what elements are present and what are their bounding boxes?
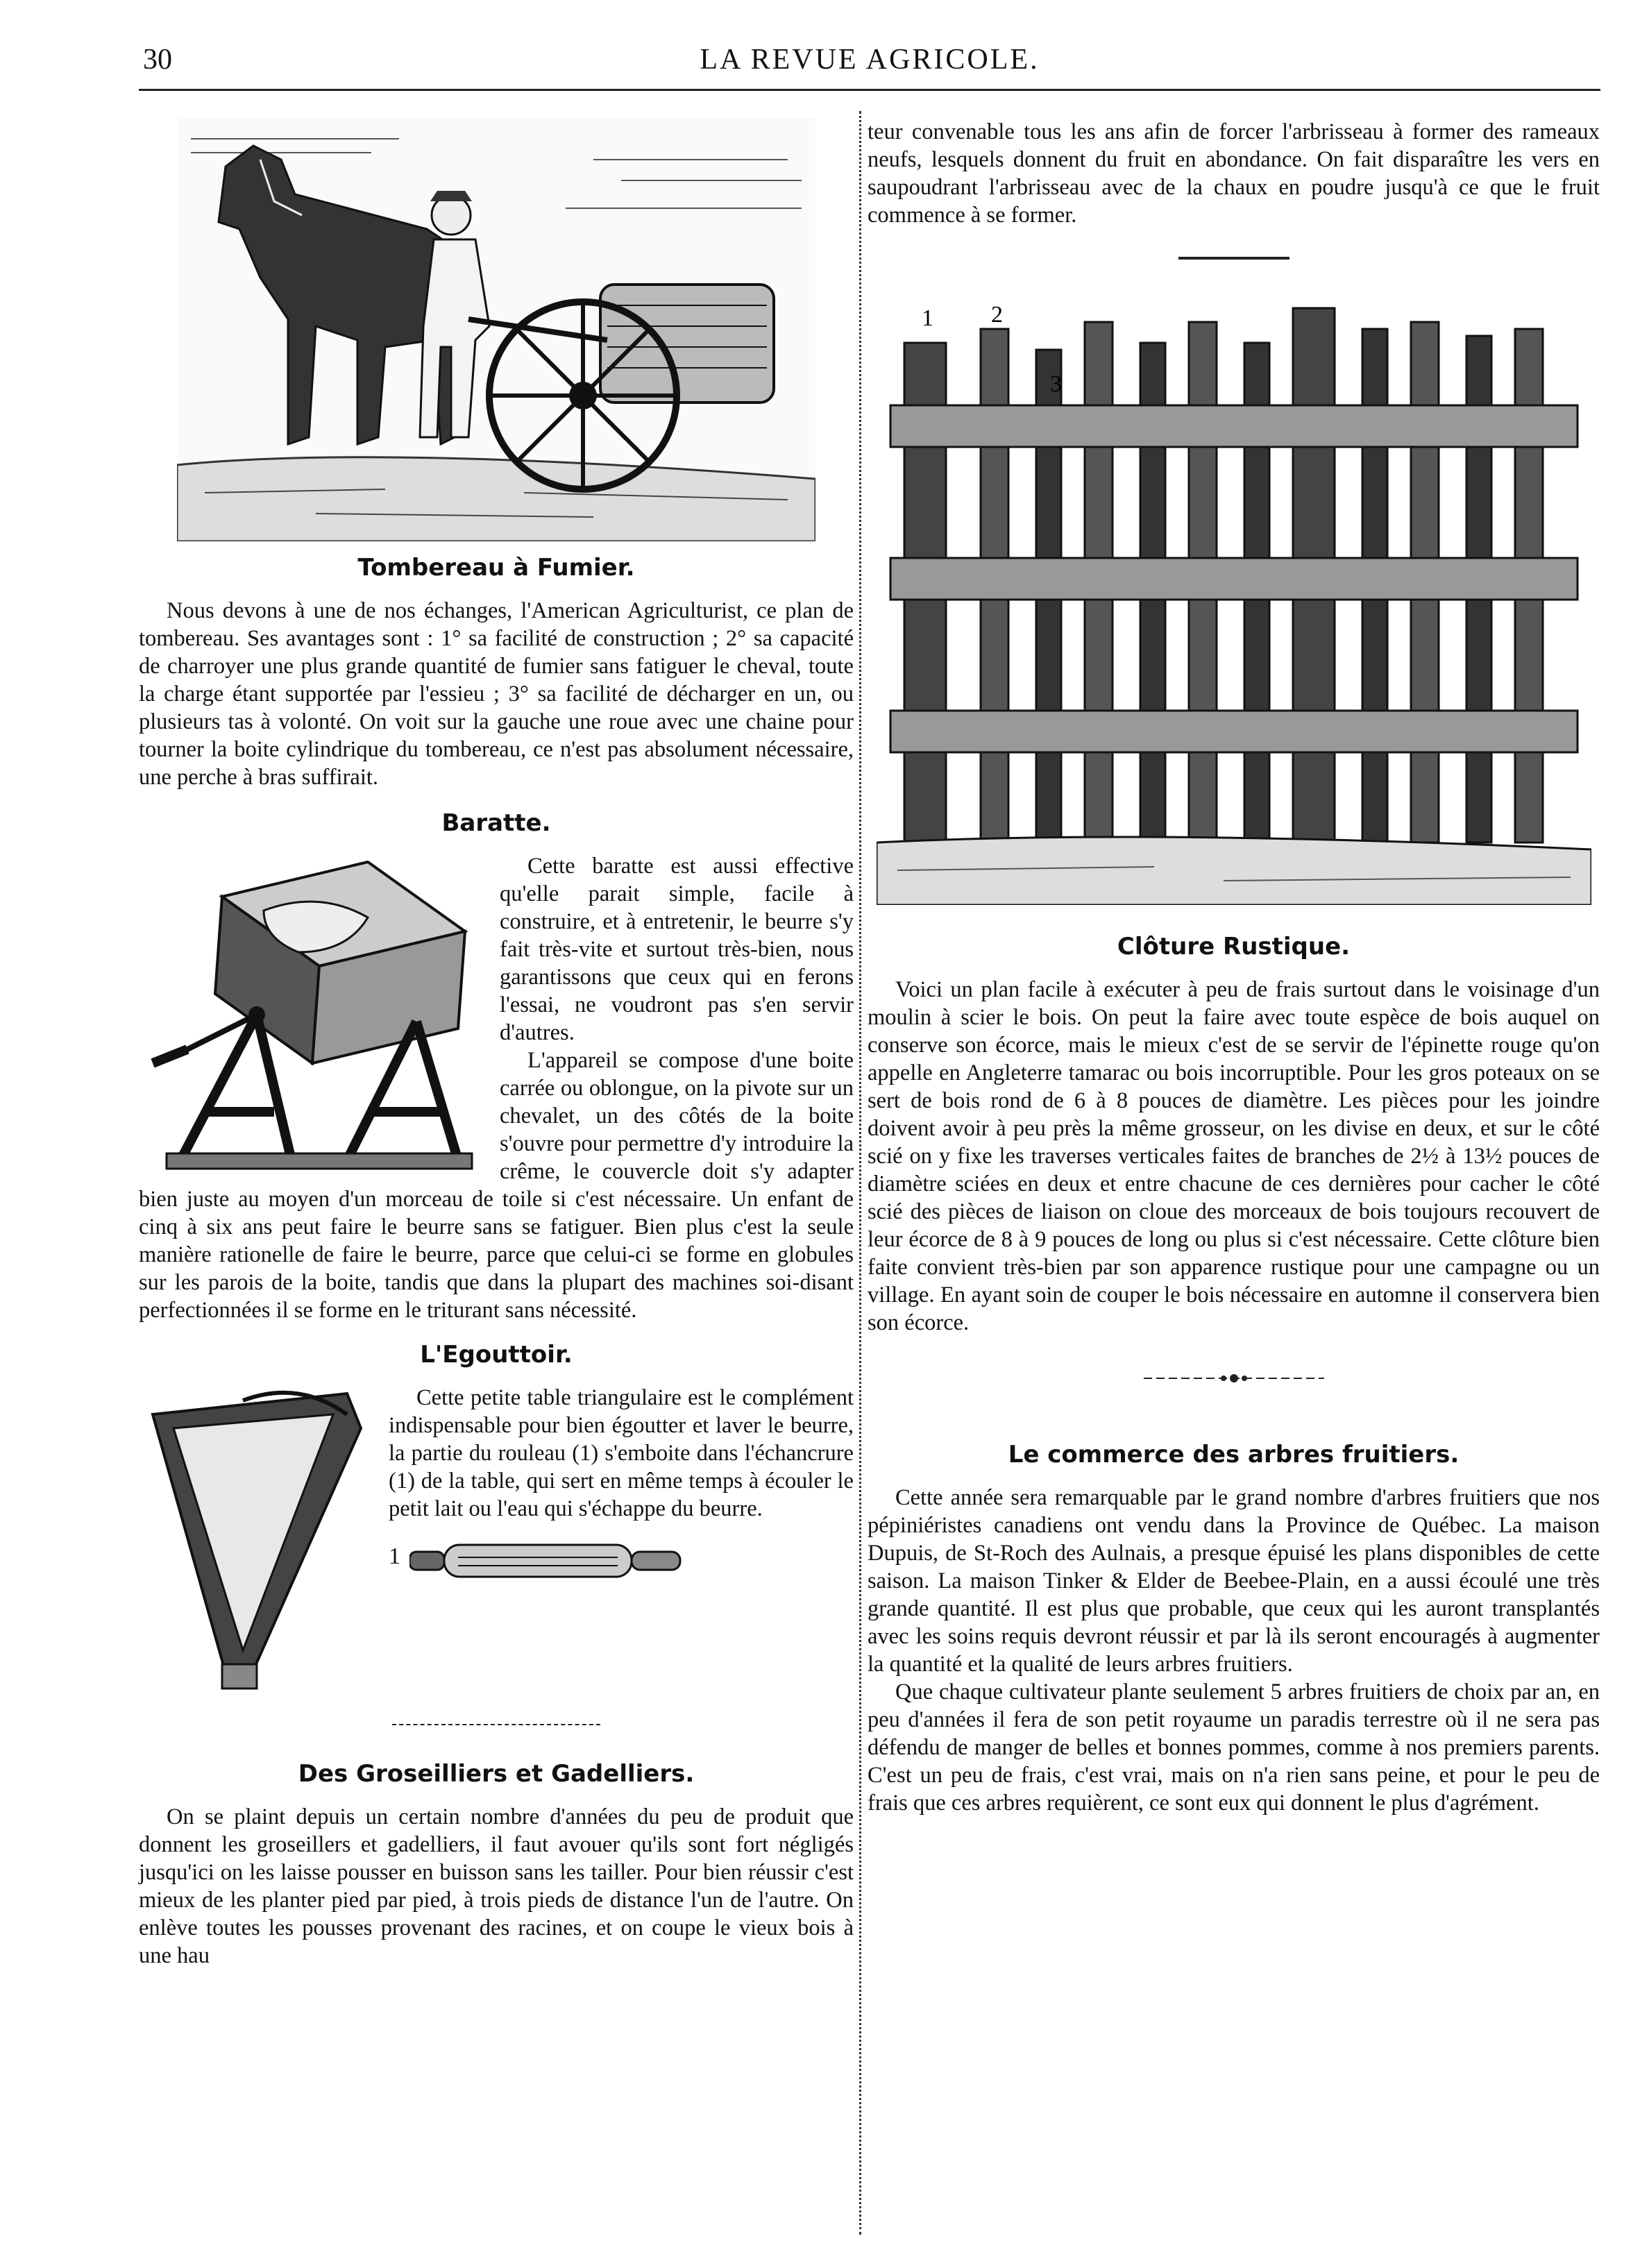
baratte-text-1: Cette baratte est aussi effective qu'elle parait simple, facile à construire, et à entretenir, le beurre s'y fait très-vite et surtout très-bien, nous garantissons que ceux qui en ferons l'essai, ne voudront pas s'en servir d'autres. xyxy=(500,854,854,1045)
left-column xyxy=(139,118,854,2240)
section-separator xyxy=(392,1724,600,1725)
horse-cart-illustration xyxy=(177,118,815,541)
groseilliers-text: On se plaint depuis un certain nombre d'années du peu de produit que donnent les groseillers et gadelliers, il faut avouer qu'ils sont fort négligés jusqu'ici on les laisse pousser en buisson sans les tailler. Pour bien réussir c'est mieux de les planter pied par pied, à trois pieds de distance l'un de l'autre. On enlève toutes les pousses provenant des racines, et on coupe le vieux bois à une hau xyxy=(139,1804,854,1968)
fence-label-2: 2 xyxy=(990,302,1003,328)
right-column xyxy=(868,118,1600,2240)
rolling-pin-row xyxy=(139,1523,854,1613)
ornament-separator xyxy=(1144,1371,1324,1385)
column-divider xyxy=(859,111,861,2235)
cloture-text: Voici un plan facile à exécuter à peu de frais surtout dans le voisinage d'un moulin à scier le bois. On peut la faire avec toute espèce de bois auquel on conserve son écorce, mais le mieux c'est de se servir de l'épinette rouge qu'on appelle en Angleterre tamarac ou bois incorruptible. Pour les gros poteaux on se sert de bois rond de 6 à 8 pouces de diamètre. Les pièces pour les joindre doivent avoir à peu près la même grosseur, on les divise en deux, et sur le côté scié on y fixe les traverses verticales faites de branches de 2½ à 13½ pouces de diamètre sciées en deux et entre chacune de ces dernières pour cacher le côté scié des pièces de liaison on cloue des morceaux de bois toujours recouvert de leur écorce de 8 à 9 pouces de long ou plus si c'est nécessaire. Cette clôture bien faite convient très-bien par son apparence rustique pour une campagne ou un village. En ayant soin de couper le bois nécessaire en automne il conservera bien son écorce. xyxy=(868,977,1600,1335)
commerce-text-1: Cette année sera remarquable par le grand nombre d'arbres fruitiers que nos pépiniéristes canadiens ont vendu dans la Province de Québec. La maison Dupuis, de St-Roch des Aulnais, a presque épuisé les plans disponibles de cette saison. La maison Tinker & Elder de Beebee-Plain, en a aussi écoulé une très grande quantité. Il est plus que probable, que ceux qui les auront transplantés avec les soins requis devront réussir et par là ils seront encouragés à augmenter la quantité et la qualité de leurs arbres fruitiers. xyxy=(868,1485,1600,1677)
rolling-pin-illustration xyxy=(409,1537,687,1585)
tombereau-text: Nous devons à une de nos échanges, l'American Agriculturist, ce plan de tombereau. Ses avantages sont : 1° sa facilité de construction ; 2° sa capacité de charroyer une plus grande quantité de fumier sans fatiguer le cheval, toute la charge étant supportée par l'essieu ; 3° sa facilité de décharger en un, ou plusieurs tas à volonté. On voit sur la gauche une roue avec une chaine pour tourner la boite cylindrique du tombereau, ce n'est pas absolument nécessaire, une perche à bras suffirait. xyxy=(139,598,854,790)
fence-label-1: 1 xyxy=(921,305,933,331)
short-rule xyxy=(1178,257,1289,260)
baratte-title: Baratte. xyxy=(441,809,551,837)
rolling-pin-label: 1 xyxy=(389,1543,400,1569)
fence-label-3: 3 xyxy=(1049,371,1062,397)
journal-title: LA REVUE AGRICOLE. xyxy=(700,44,1040,76)
page-number: 30 xyxy=(143,44,172,76)
commerce-title: Le commerce des arbres fruitiers. xyxy=(1008,1441,1460,1469)
commerce-text-2: Que chaque cultivateur plante seulement 5 arbres fruitiers de choix par an, en peu d'années il fera de son petit royaume un paradis terrestre où il ne sera pas défendu de manger de belles et bonnes pommes, comme à nos premiers parents. C'est un peu de frais, c'est vrai, mais on n'a rien sans peine, et pour le peu de frais que ces arbres requièrent, ce sont eux qui donnent le plus d'agrément. xyxy=(868,1679,1600,1816)
fence-illustration xyxy=(877,294,1591,905)
egouttoir-text: Cette petite table triangulaire est le complément indispensable pour bien égoutter et laver le beurre, la partie du rouleau (1) s'emboite dans l'échancrure (1) de la table, qui sert en même temps à écouler le petit lait ou l'eau qui s'échappe du beurre. xyxy=(389,1385,854,1521)
churn-illustration xyxy=(139,855,486,1181)
page-header xyxy=(139,40,1600,91)
groseilliers-title: Des Groseilliers et Gadelliers. xyxy=(298,1760,695,1788)
tombereau-caption: Tombereau à Fumier. xyxy=(357,554,635,582)
cloture-caption: Clôture Rustique. xyxy=(1117,933,1351,960)
egouttoir-title: L'Egouttoir. xyxy=(420,1341,573,1369)
continuation-text: teur convenable tous les ans afin de forcer l'arbrisseau à former des rameaux neufs, lesquels donnent du fruit en abondance. On fait disparaître les vers en saupoudrant l'arbrisseau avec de la chaux en poudre jusqu'à ce que le fruit commence à se former. xyxy=(868,119,1600,228)
baratte-text-2: L'appareil se compose d'une boite carrée ou oblongue, on la pivote sur un chevalet, un des côtés de la boite s'ouvre pour permettre d'y introduire la crême, le couvercle doit s'y adapter bien juste au moyen d'un morceau de toile si c'est nécessaire. Un enfant de cinq à six ans peut faire le beurre sans se fatiguer. Bien plus c'est la seule manière rationelle de faire le beurre, parce que celui-ci se forme en globules sur les parois de la boite, tandis que dans la plupart des machines soi-disant perfectionnées il se forme en le triturant sans nécessité. xyxy=(139,1048,854,1323)
